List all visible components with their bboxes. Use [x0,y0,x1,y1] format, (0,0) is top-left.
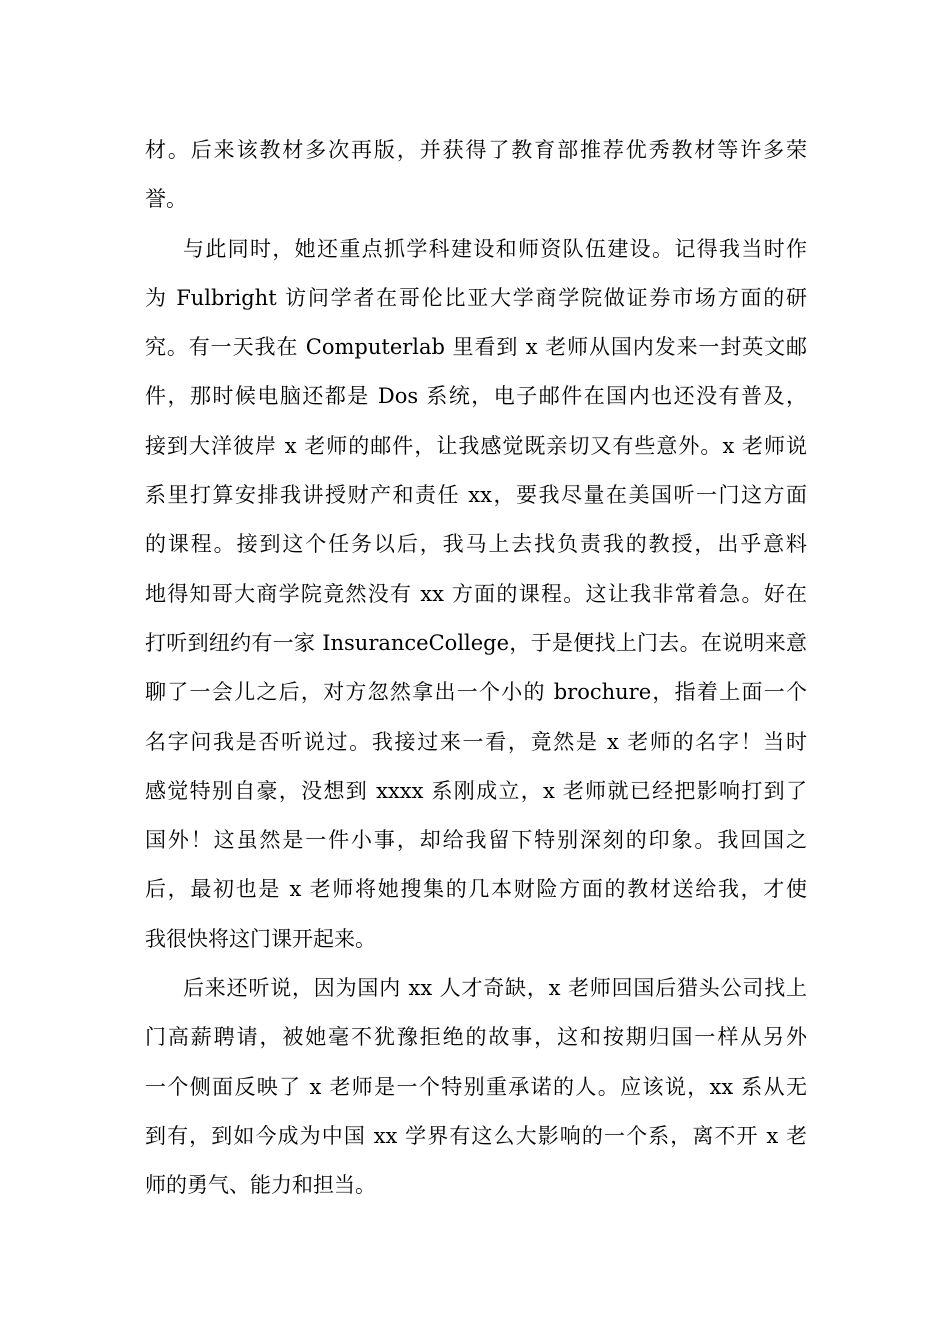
text-line: 到有，到如今成为中国 xx 学界有这么大影响的一个系，离不开 x 老 [145,1123,807,1148]
text-line: 打听到纽约有一家 InsuranceCollege，于是便找上门去。在说明来意 [145,630,807,655]
paragraph [145,964,807,1210]
text-line: 国外！这虽然是一件小事，却给我留下特别深刻的印象。我回国之 [145,828,807,853]
text-line: 后，最初也是 x 老师将她搜集的几本财险方面的教材送给我，才使 [145,877,807,902]
text-line: 门高薪聘请，被她毫不犹豫拒绝的故事，这和按期归国一样从另外 [145,1025,807,1050]
text-line: 名字问我是否听说过。我接过来一看，竟然是 x 老师的名字！当时 [145,729,807,754]
text-line: 感觉特别自豪，没想到 xxxx 系刚成立，x 老师就已经把影响打到了 [145,778,807,803]
text-line: 后来还听说，因为国内 xx 人才奇缺，x 老师回国后猎头公司找上 [183,976,807,1001]
text-line: 材。后来该教材多次再版，并获得了教育部推荐优秀教材等许多荣 [145,138,807,162]
document-body [145,126,807,1211]
text-line: 为 Fulbright 访问学者在哥伦比亚大学商学院做证券市场方面的研 [145,285,807,310]
text-line: 师的勇气、能力和担当。 [145,1173,376,1198]
text-line: 聊了一会儿之后，对方忽然拿出一个小的 brochure，指着上面一个 [145,680,807,705]
text-line: 系里打算安排我讲授财产和责任 xx，要我尽量在美国听一门这方面 [145,483,807,508]
text-line: 件，那时候电脑还都是 Dos 系统，电子邮件在国内也还没有普及， [145,384,807,409]
text-line: 地得知哥大商学院竟然没有 xx 方面的课程。这让我非常着急。好在 [145,581,807,606]
text-line: 我很快将这门课开起来。 [145,926,376,951]
paragraph [145,126,807,225]
text-line: 一个侧面反映了 x 老师是一个特别重承诺的人。应该说，xx 系从无 [145,1074,807,1099]
text-line: 与此同时，她还重点抓学科建设和师资队伍建设。记得我当时作 [183,236,807,261]
text-line: 的课程。接到这个任务以后，我马上去找负责我的教授，出乎意料 [145,532,807,557]
text-line: 究。有一天我在 Computerlab 里看到 x 老师从国内发来一封英文邮 [145,335,807,360]
paragraph [145,225,807,964]
text-line: 接到大洋彼岸 x 老师的邮件，让我感觉既亲切又有些意外。x 老师说 [145,433,807,458]
text-line: 誉。 [145,187,187,212]
